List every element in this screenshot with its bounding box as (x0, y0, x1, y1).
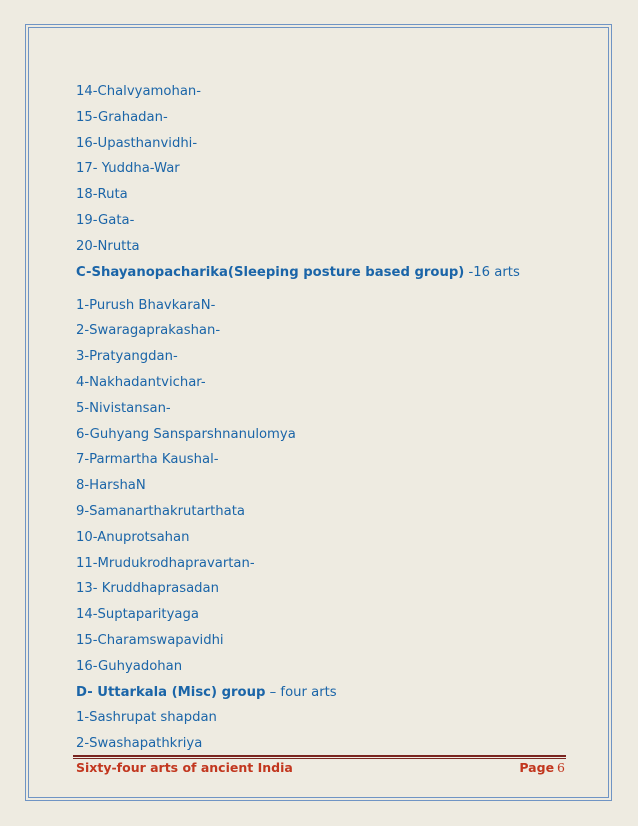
list-item: 11-Mrudukrodhapravartan- (76, 555, 255, 571)
list-item: 2-Swashapathkriya (76, 736, 203, 752)
section-c-count: -16 arts (464, 264, 520, 280)
footer-rule-thin (73, 758, 566, 759)
list-item: 17- Yuddha-War (76, 161, 180, 177)
list-item: 10-Anuprotsahan (76, 529, 190, 545)
list-item: 16-Upasthanvidhi- (76, 135, 198, 151)
section-d-title: D- Uttarkala (Misc) group (76, 684, 266, 700)
list-item: 5-Nivistansan- (76, 400, 171, 416)
list-b-continued (76, 84, 566, 265)
section-c-title: C-Shayanopacharika(Sleeping posture based group) (76, 264, 465, 280)
list-item: 15-Grahadan- (76, 109, 168, 125)
list-item: 3-Pratyangdan- (76, 349, 178, 365)
section-d-heading (76, 685, 566, 711)
footer-page-label: Page (519, 760, 555, 775)
list-item: 20-Nrutta (76, 238, 140, 254)
list-item: 14-Suptaparityaga (76, 607, 199, 623)
list-item: 19-Gata- (76, 212, 135, 228)
list-item: 1-Sashrupat shapdan (76, 710, 217, 726)
list-item: 18-Ruta (76, 187, 128, 203)
footer-page-number: 6 (557, 760, 565, 775)
footer-document-title: Sixty-four arts of ancient India (76, 760, 293, 775)
list-item: 15-Charamswapavidhi (76, 632, 224, 648)
section-c-list (76, 298, 566, 685)
list-item: 4-Nakhadantvichar- (76, 374, 206, 390)
list-item: 1-Purush BhavkaraN- (76, 297, 216, 313)
list-item: 13- Kruddhaprasadan (76, 581, 219, 597)
list-item: 2-Swaragaprakashan- (76, 323, 221, 339)
list-item: 7-Parmartha Kaushal- (76, 452, 219, 468)
list-item: 16-Guhyadohan (76, 658, 183, 674)
section-d-count: – four arts (265, 684, 337, 700)
list-item: 14-Chalvyamohan- (76, 84, 202, 99)
footer-rule (73, 755, 566, 757)
page-content (76, 84, 566, 762)
footer-page-indicator (519, 760, 565, 775)
list-item: 6-Guhyang Sansparshnanulomya (76, 426, 296, 442)
section-c-heading (76, 265, 566, 298)
list-item: 8-HarshaN (76, 478, 146, 494)
list-item: 9-Samanarthakrutarthata (76, 503, 245, 519)
